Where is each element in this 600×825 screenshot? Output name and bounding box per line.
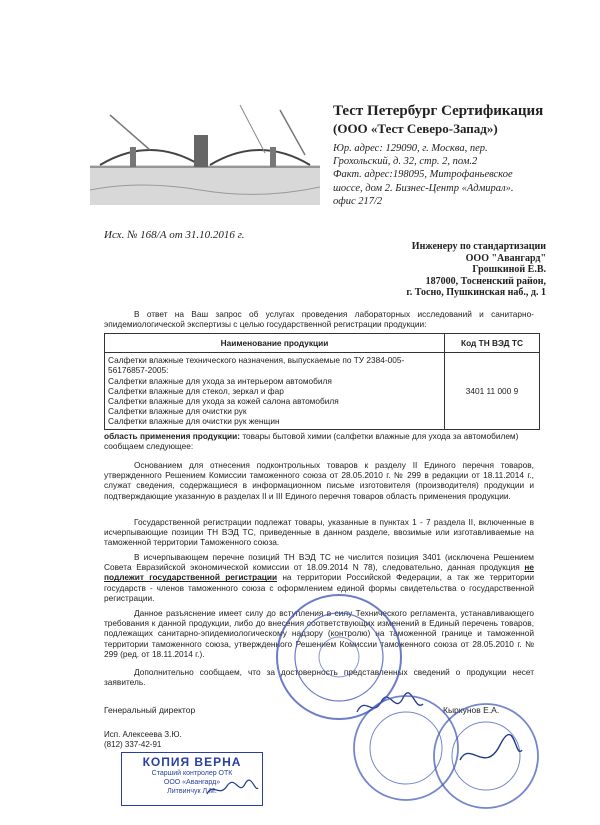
area-footer: сообщаем следующее:	[104, 441, 194, 452]
copy-stamp-line: ООО «Авангард»	[163, 779, 221, 786]
product-item: Салфетки влажные для ухода за интерьером автомобиля	[108, 375, 332, 386]
conclusion-emphasis: не подлежит государственной регистрации	[104, 562, 534, 583]
responsibility-seal-icon	[430, 700, 542, 812]
executor-block	[104, 730, 182, 750]
product-list	[105, 353, 445, 429]
copy-stamp-line: Литвинчук Л.М.	[167, 788, 217, 795]
copy-stamp-title: КОПИЯ ВЕРНА	[142, 755, 242, 769]
address-line: офис 217/2	[333, 195, 383, 207]
recipient-line: Грошкиной Е.В.	[472, 264, 546, 276]
recipient-block	[246, 241, 546, 299]
address-line: Грохольский, д. 32, стр. 2, пом.2	[333, 156, 478, 168]
table-header-row	[105, 334, 540, 353]
product-code: 3401 11 000 9	[445, 353, 540, 429]
executor-name: Исп. Алексеева З.Ю.	[104, 730, 182, 739]
paragraph-validity: Данное разъяснение имеет силу до вступления в силу Технического регламента, устанавливающего требования к данной продукции, либо до внесения соответствующих изменений в Единый перечень товаров, подлежащих санитарно-эпидемиологическому надзору (контролю) на таможенной границе и таможенной территории таможенного союза, утвержденного Решением Комиссии таможенного союза от 28.05.2010 г. № 299 (ред. от 18.11.2014 г.).	[104, 608, 534, 659]
bridge-logo-icon	[90, 95, 320, 205]
recipient-line: 187000, Тосненский район,	[425, 275, 546, 287]
col-code-header: Код ТН ВЭД ТС	[445, 334, 540, 353]
paragraph-basis: Основанием для отнесения подконтрольных товаров к разделу II Единого перечня товаров, утвержденного Решением Комиссии таможенного союза от 28.05.2010 г. № 299 в редакции от 18.11.2014 г., служат сведения, содержащиеся в информационном письме изготовителя (производителя) продукции и подтверждающие указанную в разделах II и III Единого перечня товаров область применения продукции.	[104, 460, 534, 501]
conclusion-text-c: на территории Российской Федерации, а так же территории государств - членов таможенного союза с оформлением единой формы свидетельства о государственной регистрации.	[104, 572, 534, 603]
paragraph-registration: Государственной регистрации подлежат товары, указанные в пунктах 1 - 7 раздела II, включенные в исчерпывающие позиции ТН ВЭД ТС, приведенные в данном разделе, ввозимые или изготавливаемые на таможенной территории Таможенного союза.	[104, 517, 534, 548]
address-line: Факт. адрес:198095, Митрофаньевское	[333, 169, 513, 181]
address-line: шоссе, дом 2. Бизнес-Центр «Адмирал».	[333, 182, 514, 194]
conclusion-text-a: В исчерпывающем перечне позиций ТН ВЭД ТС не числится позиция 3401 (исключена Решением Совета Евразийской экономической комиссии от 18.09.2014 N 78), следовательно, данная продукция	[104, 552, 534, 573]
paragraph-responsibility: Дополнительно сообщаем, что за достоверность представленных сведений о продукции несет заявитель.	[104, 667, 534, 688]
product-item: Салфетки влажные технического назначения, выпускаемые по ТУ 2384-005-56176857-2005:	[108, 355, 405, 376]
recipient-line: Инженеру по стандартизации	[411, 241, 546, 252]
company-address	[333, 142, 533, 208]
copy-stamp-line: Старший контролер ОТК	[151, 770, 233, 777]
outgoing-number: Исх. № 168/А от 31.10.2016 г.	[104, 229, 245, 241]
product-table	[104, 333, 540, 430]
product-item: Салфетки влажные для ухода за кожей салона автомобиля	[108, 396, 339, 407]
product-item: Салфетки влажные для стекол, зеркал и фар	[108, 385, 284, 396]
table-row	[105, 353, 540, 429]
company-name: Тест Петербург Сертификация	[333, 103, 544, 119]
application-area	[104, 431, 534, 451]
intro-paragraph: В ответ на Ваш запрос об услугах проведения лабораторных исследований и санитарно-эпидемиологической экспертизы с целью государственной регистрации продукции:	[104, 309, 534, 330]
product-item: Салфетки влажные для очистки рук женщин	[108, 416, 280, 427]
executor-phone: (812) 337-42-91	[104, 740, 162, 749]
recipient-line: г. Тосно, Пушкинская наб., д. 1	[406, 287, 546, 299]
area-label: область применения продукции:	[104, 431, 241, 441]
product-item: Салфетки влажные для очистки рук	[108, 406, 247, 417]
signatory-name: Кыркунов Е.А.	[443, 705, 500, 715]
signatory-title: Генеральный директор	[104, 705, 196, 715]
col-product-header: Наименование продукции	[105, 334, 445, 353]
company-legal-name: (ООО «Тест Северо-Запад»)	[333, 121, 498, 136]
copy-signature-icon	[205, 778, 260, 800]
recipient-line: ООО "Авангард"	[465, 252, 546, 264]
address-line: Юр. адрес: 129090, г. Москва, пер.	[333, 143, 488, 154]
area-text: товары бытовой химии (салфетки влажные для ухода за автомобилем)	[240, 431, 519, 441]
